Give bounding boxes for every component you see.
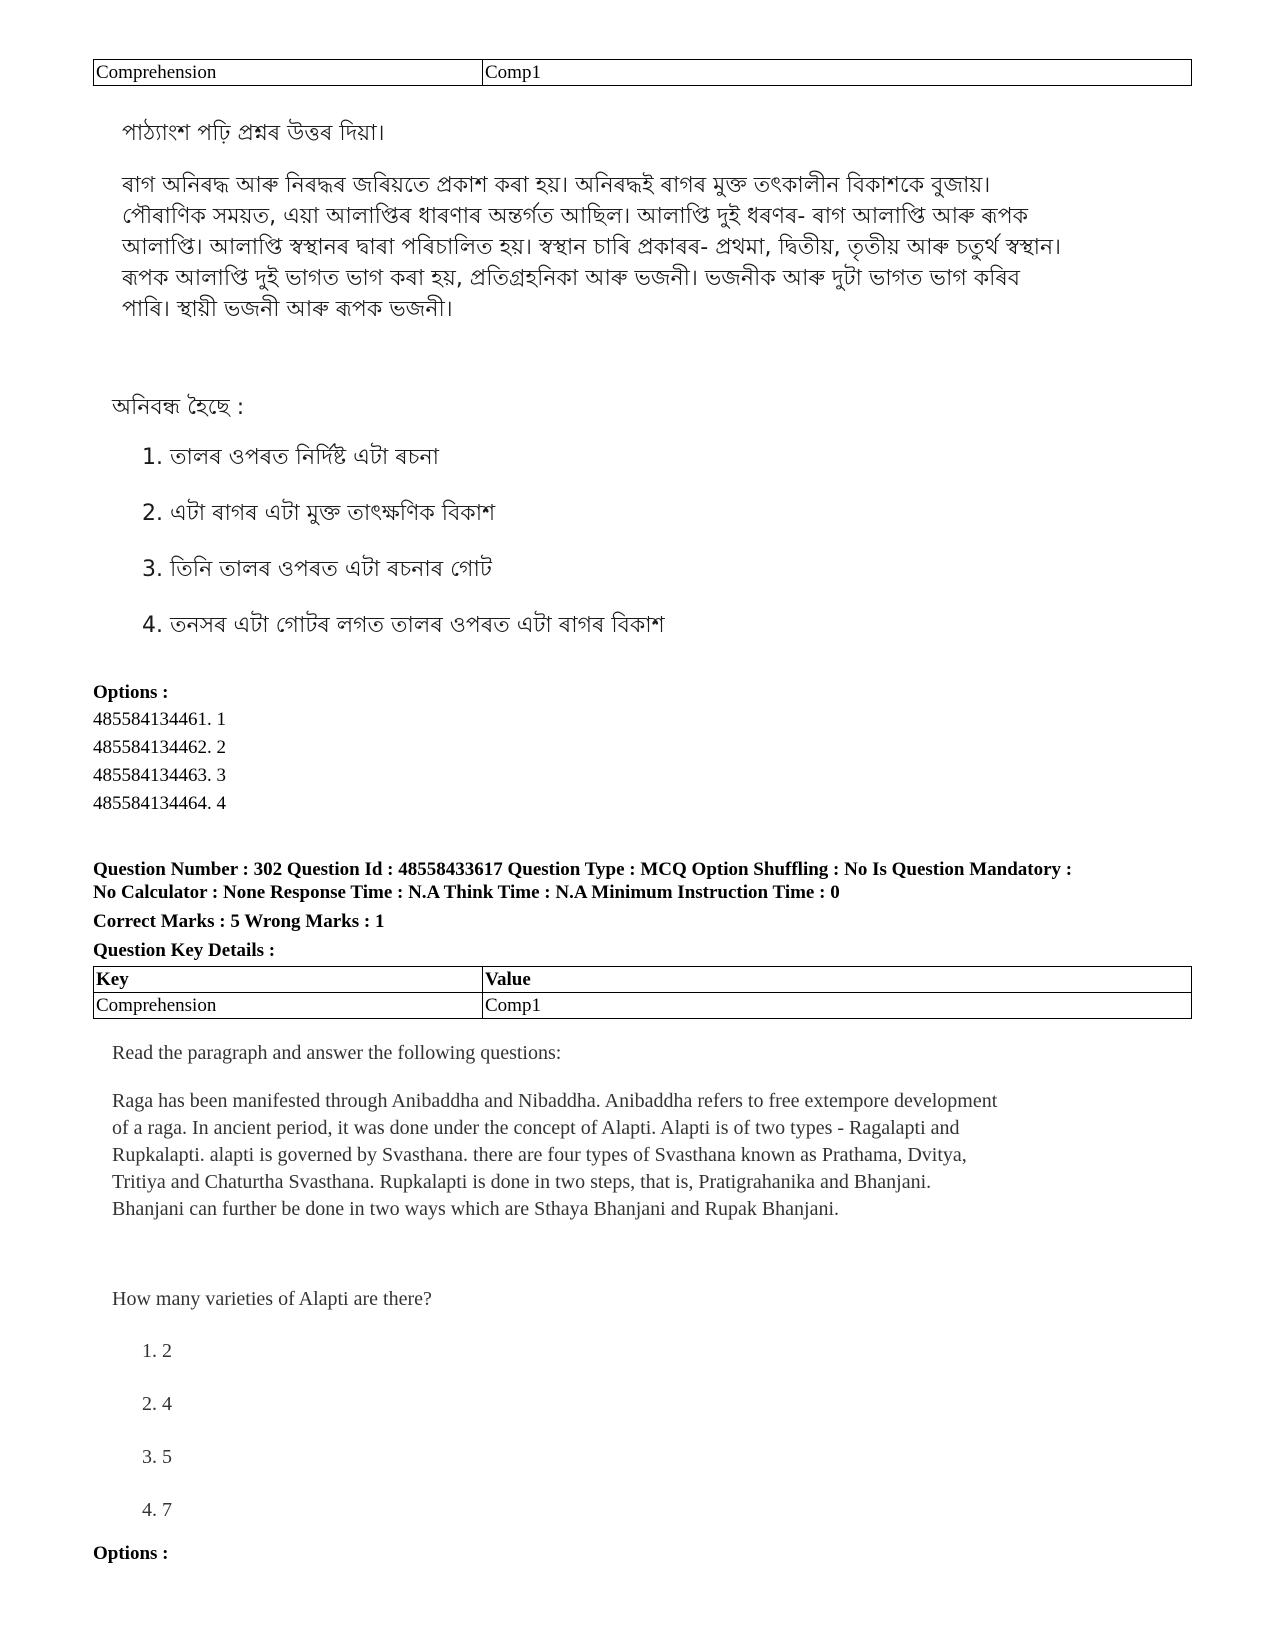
assamese-instruction: পাঠ্যাংশ পঢ়ি প্ৰশ্নৰ উত্তৰ দিয়া। xyxy=(122,121,385,146)
table-header-key: Key xyxy=(94,967,483,993)
choice-item: 3. 5 xyxy=(142,1446,172,1468)
assamese-passage xyxy=(122,170,1172,325)
option-item: 485584134463. 3 xyxy=(93,765,226,786)
options-label: Options : xyxy=(93,682,169,703)
option-item: 485584134461. 1 xyxy=(93,709,226,730)
marks-line: Correct Marks : 5 Wrong Marks : 1 xyxy=(93,911,385,932)
table-cell-value: Comp1 xyxy=(483,60,1192,86)
table-cell-key: Comprehension xyxy=(94,993,483,1019)
question-meta-line: Question Number : 302 Question Id : 48558433617 Question Type : MCQ Option Shuffling : No Is Question Mandatory : xyxy=(93,859,1073,880)
passage-line: Rupkalapti. alapti is governed by Svasthana. there are four types of Svasthana known as Prathama, Dvitya, xyxy=(112,1144,967,1166)
table-header-value: Value xyxy=(483,967,1192,993)
table-cell-key: Comprehension xyxy=(94,60,483,86)
english-passage xyxy=(112,1088,1172,1223)
choice-item: 2. 4 xyxy=(142,1393,172,1415)
choice-item: 2. এটা ৰাগৰ এটা মুক্ত তাৎক্ষণিক বিকাশ xyxy=(142,501,496,526)
passage-line: পৌৰাণিক সময়ত, এয়া আলাপ্তিৰ ধাৰণাৰ অন্তৰ্গত আছিল। আলাপ্তি দুই ধৰণৰ- ৰাগ আলাপ্তি আৰু ৰূপক xyxy=(122,204,1029,229)
top-key-table xyxy=(93,59,1192,86)
choice-item: 4. 7 xyxy=(142,1499,172,1521)
table-header-row xyxy=(94,967,1192,993)
passage-line: ৰূপক আলাপ্তি দুই ভাগত ভাগ কৰা হয়, প্ৰতিগ্ৰহনিকা আৰু ভজনী। ভজনীক আৰু দুটা ভাগত ভাগ কৰিব xyxy=(122,266,1021,291)
choice-item: 1. 2 xyxy=(142,1340,172,1362)
passage-line: Bhanjani can further be done in two ways which are Sthaya Bhanjani and Rupak Bhanjani. xyxy=(112,1198,840,1220)
question-meta-line: No Calculator : None Response Time : N.A Think Time : N.A Minimum Instruction Time : 0 xyxy=(93,882,840,903)
english-instruction: Read the paragraph and answer the following questions: xyxy=(112,1042,562,1064)
choice-item: 1. তালৰ ওপৰত নিৰ্দিষ্ট এটা ৰচনা xyxy=(142,445,439,470)
passage-line: Raga has been manifested through Anibaddha and Nibaddha. Anibaddha refers to free extempore development xyxy=(112,1090,998,1112)
question-key-table xyxy=(93,966,1192,1019)
passage-line: Tritiya and Chaturtha Svasthana. Rupkalapti is done in two steps, that is, Pratigrahanika and Bhanjani. xyxy=(112,1171,932,1193)
options-label: Options : xyxy=(93,1543,169,1564)
choice-item: 4. তনসৰ এটা গোটৰ লগত তালৰ ওপৰত এটা ৰাগৰ বিকাশ xyxy=(142,613,665,638)
table-row xyxy=(94,993,1192,1019)
table-row xyxy=(94,60,1192,86)
option-item: 485584134462. 2 xyxy=(93,737,226,758)
english-question: How many varieties of Alapti are there? xyxy=(112,1288,432,1310)
key-details-label: Question Key Details : xyxy=(93,940,276,961)
assamese-question: অনিবন্ধ হৈছে : xyxy=(112,395,245,420)
passage-line: of a raga. In ancient period, it was done under the concept of Alapti. Alapti is of two types - Ragalapti and xyxy=(112,1117,960,1139)
choice-item: 3. তিনি তালৰ ওপৰত এটা ৰচনাৰ গোট xyxy=(142,557,492,582)
passage-line: ৰাগ অনিৰদ্ধ আৰু নিৰদ্ধৰ জৰিয়তে প্ৰকাশ কৰা হয়। অনিৰদ্ধই ৰাগৰ মুক্ত তৎকালীন বিকাশকে বুজায়। xyxy=(122,173,991,198)
option-item: 485584134464. 4 xyxy=(93,793,226,814)
table-cell-value: Comp1 xyxy=(483,993,1192,1019)
passage-line: পাৰি। স্থায়ী ভজনী আৰু ৰূপক ভজনী। xyxy=(122,297,453,322)
passage-line: আলাপ্তি। আলাপ্তি স্বস্থানৰ দ্বাৰা পৰিচালিত হয়। স্বস্থান চাৰি প্ৰকাৰৰ- প্ৰথমা, দ্বিতীয়, তৃতীয় আৰু চতুৰ্থ স্বস্থান। xyxy=(122,235,1062,260)
